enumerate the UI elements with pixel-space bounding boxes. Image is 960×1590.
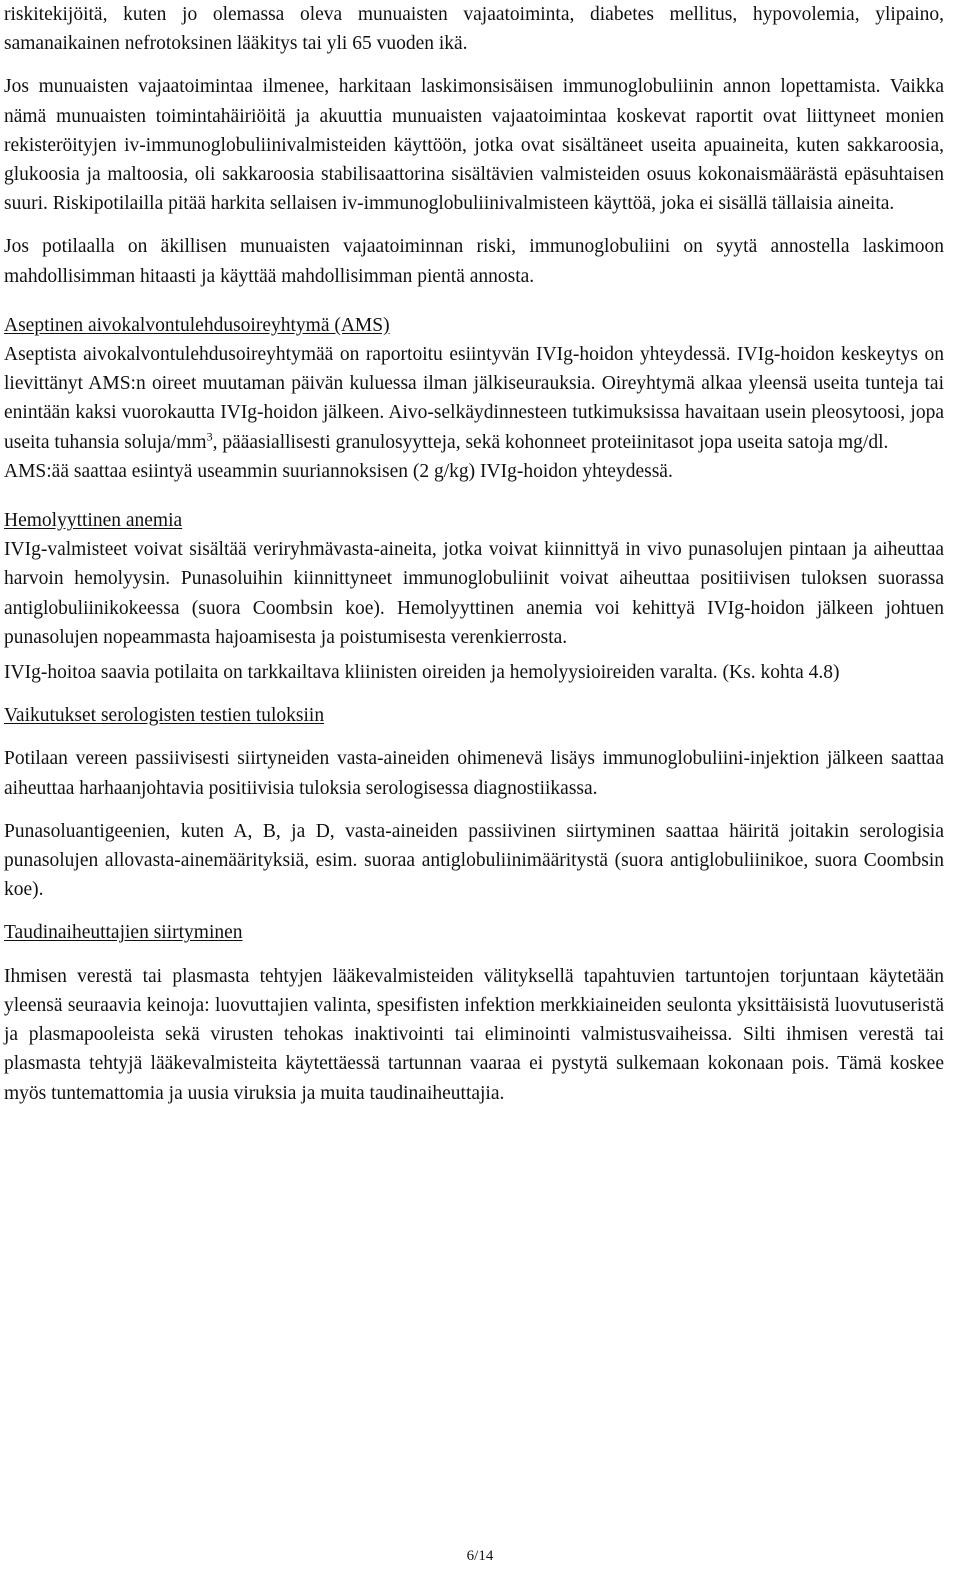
heading-ams: Aseptinen aivokalvontulehdusoireyhtymä (AMS) xyxy=(4,314,390,336)
ams-text-part1: Aseptista aivokalvontulehdusoireyhtymää on raportoitu esiintyvän IVIg-hoidon yhteydessä. IVIg-hoidon keskeytys on lievittänyt AMS:n oireet muutaman päivän kuluessa ilman jälkiseurauksia. Oireyhtymä alkaa yleensä useita tunteja tai enintään kaksi vuorokautta IVIg-hoidon jälkeen. Aivo-selkäydinnesteen tutkimuksissa havaitaan usein pleosytoosi, jopa useita tuhansia soluja/mm xyxy=(4,344,944,453)
heading-transmission: Taudinaiheuttajien siirtyminen xyxy=(4,922,243,944)
ams-text-part2: , pääasiallisesti granulosyytteja, sekä kohonneet proteiinitasot jopa useita satoja mg/dl. xyxy=(212,431,889,453)
paragraph-transmission: Ihmisen verestä tai plasmasta tehtyjen lääkevalmisteiden välityksellä tapahtuvien tartuntojen torjuntaan käytetään yleensä seuraavia keinoja: luovuttajien valinta, spesifisten infektion merkkiaineiden seulonta yksittäisistä luovutuseristä ja plasmapooleista sekä virusten tehokas inaktivointi tai eliminointi valmistusvaiheissa. Silti ihmisen verestä tai plasmasta tehtyjä lääkevalmisteita käytettäessä tartunnan vaaraa ei pystytä sulkemaan kokonaan pois. Tämä koskee myös tuntemattomia ja uusia viruksia ja muita taudinaiheuttajia. xyxy=(4,965,944,1104)
paragraph-serology-1: Potilaan vereen passiivisesti siirtyneiden vasta-aineiden ohimenevä lisäys immunoglobuliini-injektion jälkeen saattaa aiheuttaa harhaanjohtavia positiivisia tuloksia serologisessa diagnostiikassa. xyxy=(4,748,944,799)
paragraph-ams-dose: AMS:ää saattaa esiintyä useammin suuriannoksisen (2 g/kg) IVIg-hoidon yhteydessä. xyxy=(4,460,673,482)
paragraph-infusion-rate: Jos potilaalla on äkillisen munuaisten vajaatoiminnan riski, immunoglobuliini on syytä annostella laskimoon mahdollisimman hitaasti ja käyttää mahdollisimman pientä annosta. xyxy=(4,236,944,287)
paragraph-hemolysis-2: IVIg-hoitoa saavia potilaita on tarkkailtava kliinisten oireiden ja hemolyysioireiden varalta. (Ks. kohta 4.8) xyxy=(4,662,840,684)
ams-superscript: 3 xyxy=(206,429,213,444)
paragraph-serology-2: Punasoluantigeenien, kuten A, B, ja D, vasta-aineiden passiivinen siirtyminen saattaa häiritä joitakin serologisia punasolujen allovasta-ainemäärityksiä, esim. suoraa antiglobuliinimääritystä (suora antiglobuliinikoe, suora Coombsin koe). xyxy=(4,820,944,901)
paragraph-renal-failure: Jos munuaisten vajaatoimintaa ilmenee, harkitaan laskimonsisäisen immunoglobuliinin annon lopettamista. Vaikka nämä munuaisten toimintahäiriöitä ja akuuttia munuaisten vajaatoimintaa koskevat raportit ovat liittyneet monien rekisteröityjen iv-immunoglobuliinivalmisteiden käyttöön, jotka ovat sisältäneet useita apuaineita, kuten sakkaroosia, glukoosia ja maltoosia, oli sakkaroosia stabilisaattorina sisältävien valmisteiden osuus kokonaismäärästä epäsuhtaisen suuri. Riskipotilailla pitää harkita sellaisen iv-immunoglobuliinivalmisteen käyttöä, joka ei sisällä tällaisia aineita. xyxy=(4,76,944,215)
paragraph-risk-factors: riskitekijöitä, kuten jo olemassa oleva munuaisten vajaatoiminta, diabetes mellitus, hypovolemia, ylipaino, samanaikainen nefrotoksinen lääkitys tai yli 65 vuoden ikä. xyxy=(4,4,944,55)
heading-serology: Vaikutukset serologisten testien tuloksiin xyxy=(4,705,325,727)
page-number: 6/14 xyxy=(466,1548,494,1564)
heading-hemolytic-anemia: Hemolyyttinen anemia xyxy=(4,510,183,532)
paragraph-hemolysis-1: IVIg-valmisteet voivat sisältää veriryhmävasta-aineita, jotka voivat kiinnittyä in vivo punasolujen pintaan ja aiheuttaa harvoin hemolyysin. Punasoluihin kiinnittyneet immunoglobuliinit voivat aiheuttaa positiivisen tuloksen suorassa antiglobuliinikokeessa (suora Coombsin koe). Hemolyyttinen anemia voi kehittyä IVIg-hoidon jälkeen johtuen punasolujen nopeammasta hajoamisesta ja poistumisesta verenkierrosta. xyxy=(4,539,944,648)
document-body xyxy=(4,0,944,1108)
paragraph-ams xyxy=(4,340,944,457)
